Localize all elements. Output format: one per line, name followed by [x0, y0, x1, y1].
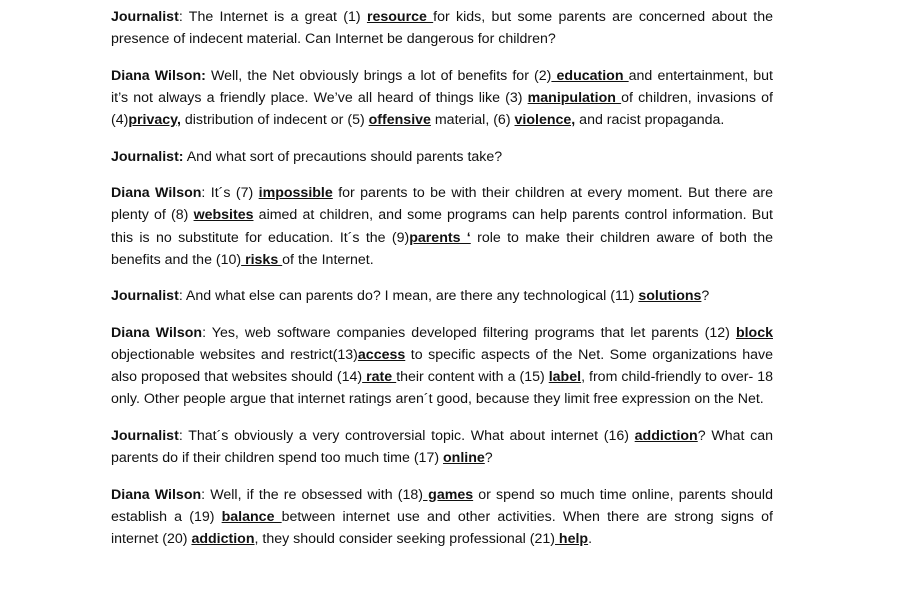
filled-blank-answer: addiction [191, 530, 255, 547]
filled-blank-answer: label [548, 369, 582, 386]
paragraph-text: : It´s (7) [201, 185, 259, 202]
filled-blank-answer: privacy, [128, 112, 181, 129]
paragraph-text: of children, invasions of (4) [111, 89, 774, 129]
filled-blank-answer: impossible [258, 185, 333, 202]
speaker-name: Diana Wilson [111, 185, 202, 202]
paragraph-text: for kids, but some parents are concerned about the presence of indecent material. Can Internet be dangerous for children? [111, 9, 773, 48]
filled-blank-answer: balance [221, 508, 282, 525]
paragraph-text: : That´s obviously a very controversial topic. What about internet (16) [178, 427, 635, 444]
paragraph-text: material, (6) [430, 112, 515, 129]
paragraph-text: of the Internet. [282, 251, 374, 268]
paragraph-text: : And what else can parents do? I mean, are there any technological (11) [178, 288, 639, 305]
filled-blank-answer: addiction [634, 427, 698, 444]
paragraph-text: : Well, if the re obsessed with (18) [201, 486, 424, 503]
paragraph-text: , from child-friendly to over- 18 only. Other people argue that internet ratings aren´t good, because they limit free expression on the Net. [111, 369, 773, 408]
paragraph-text: distribution of indecent or (5) [180, 112, 369, 129]
filled-blank-answer: manipulation [527, 89, 622, 106]
filled-blank-answer: rate [362, 369, 397, 386]
paragraph-text: Well, the Net obviously brings a lot of benefits for (2) [205, 67, 552, 84]
filled-blank-answer: online [443, 450, 485, 467]
dialogue-paragraph [111, 182, 773, 271]
paragraph-text: . [588, 530, 593, 547]
paragraph-text: ? [484, 450, 493, 467]
speaker-name: Journalist [111, 9, 179, 25]
paragraph-text: their content with a (15) [396, 369, 549, 386]
dialogue-paragraph [111, 484, 773, 551]
paragraph-text: role to make their children aware of both the benefits and the (10) [111, 229, 773, 268]
dialogue-paragraph [111, 322, 773, 411]
paragraph-text: objectionable websites and restrict(13) [111, 346, 358, 363]
filled-blank-answer: offensive [368, 112, 431, 129]
paragraph-text: between internet use and other activities. When there are strong signs of internet (20) [111, 508, 773, 547]
filled-blank-answer: parents ‘ [409, 229, 471, 246]
paragraph-text: and entertainment, but it’s not always a friendly place. We’ve all heard of things like (3) [111, 67, 773, 106]
filled-blank-answer: violence, [514, 112, 576, 129]
dialogue-paragraph [111, 6, 773, 50]
paragraph-text: : Yes, web software companies developed filtering programs that let parents (12) [202, 324, 736, 341]
interview-document [111, 6, 773, 564]
dialogue-paragraph [111, 425, 773, 469]
speaker-name: Journalist [111, 427, 179, 444]
filled-blank-answer: access [357, 346, 406, 363]
speaker-name: Diana Wilson [111, 324, 203, 341]
paragraph-text: , they should consider seeking professional (21) [254, 530, 555, 547]
speaker-name: Diana Wilson: [111, 67, 206, 84]
dialogue-paragraph [111, 146, 773, 168]
paragraph-text: or spend so much time online, parents should establish a (19) [111, 486, 773, 525]
filled-blank-answer: help [554, 530, 589, 547]
filled-blank-answer: games [423, 486, 474, 503]
paragraph-text: : The Internet is a great (1) [178, 9, 367, 25]
filled-blank-answer: risks [241, 251, 283, 268]
paragraph-text: and racist propaganda. [575, 112, 725, 129]
paragraph-text: aimed at children, and some programs can help parents control information. But this is no substitute for education. It´s the (9) [111, 207, 773, 246]
paragraph-text: to specific aspects of the Net. Some organizations have also proposed that websites should (14) [111, 346, 773, 386]
filled-blank-answer: block [735, 324, 773, 341]
speaker-name: Diana Wilson [111, 486, 202, 503]
speaker-name: Journalist: [111, 148, 184, 165]
dialogue-paragraph [111, 285, 773, 307]
dialogue-paragraph [111, 65, 773, 132]
filled-blank-answer: websites [193, 207, 254, 224]
paragraph-text: for parents to be with their children at every moment. But there are plenty of (8) [111, 185, 774, 224]
filled-blank-answer: solutions [638, 288, 702, 305]
paragraph-text: ? What can parents do if their children spend too much time (17) [111, 427, 773, 467]
paragraph-text: And what sort of precautions should parents take? [183, 148, 503, 165]
filled-blank-answer: resource [366, 9, 434, 25]
filled-blank-answer: education [551, 67, 629, 84]
speaker-name: Journalist [111, 288, 179, 305]
paragraph-text: ? [701, 288, 710, 305]
